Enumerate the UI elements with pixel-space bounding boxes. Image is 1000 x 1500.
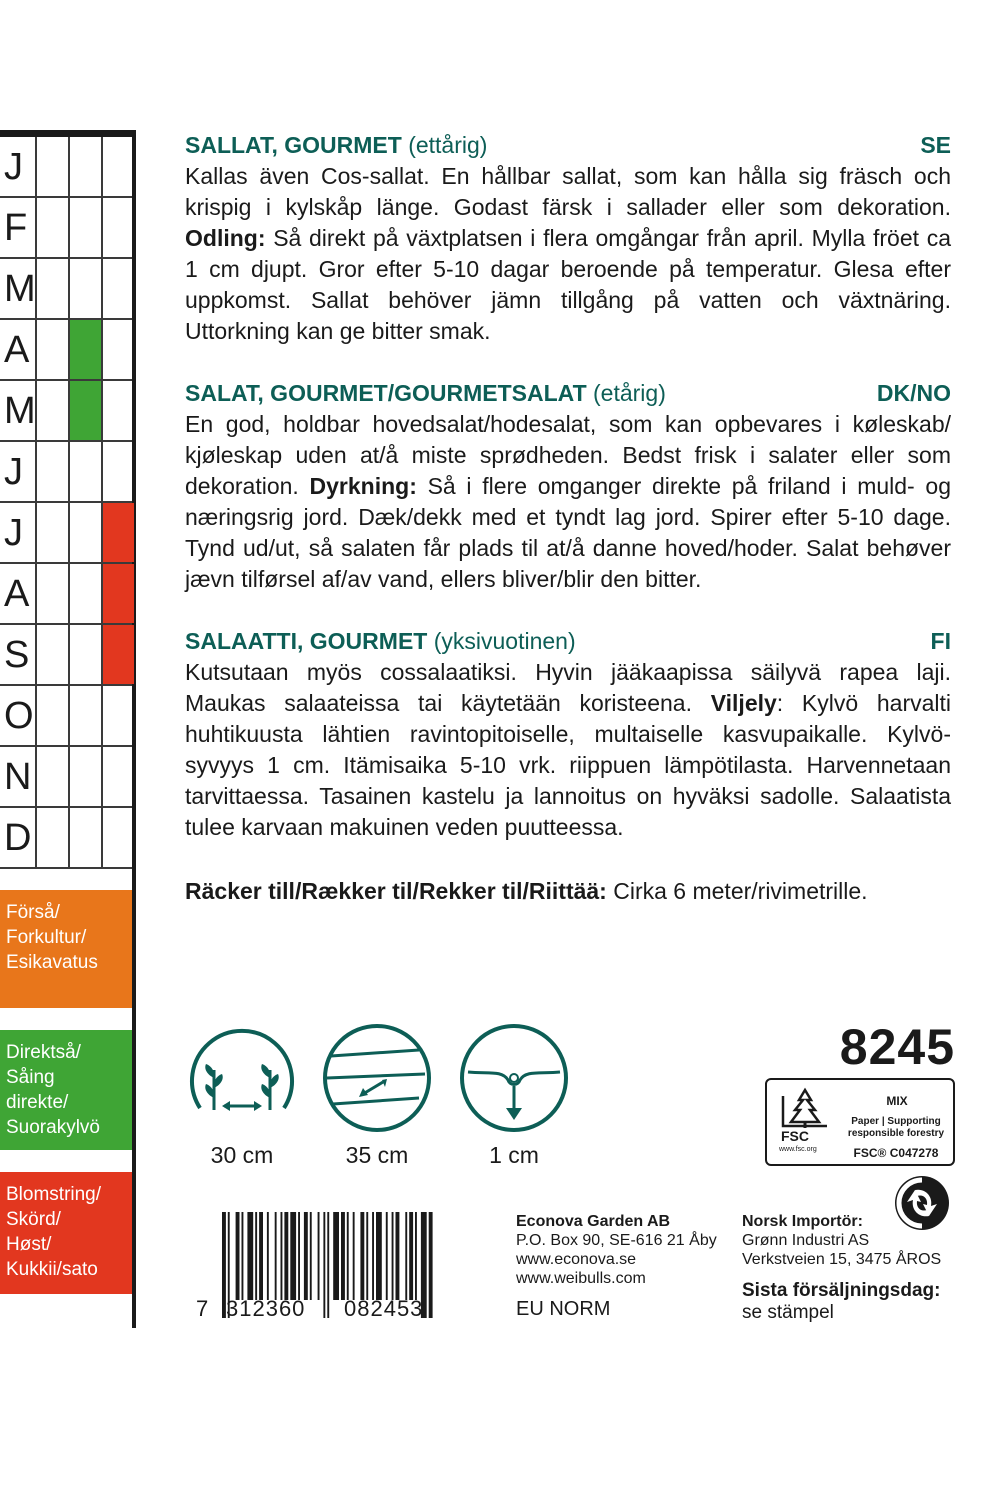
fsc-line-1: Paper | Supporting (851, 1116, 941, 1127)
company-name: Econova Garden AB (516, 1213, 671, 1230)
indoor-sowing-cell (35, 747, 68, 806)
legend-direct-sowing: Direktså/ Såing direkte/ Suorakylvö (0, 1030, 132, 1150)
month-letter: N (4, 756, 32, 798)
indoor-sowing-cell (35, 503, 68, 562)
section-swedish (185, 130, 951, 347)
direct-sowing-cell (68, 381, 101, 440)
barcode-bar (386, 1212, 388, 1300)
barcode-bar (341, 1212, 345, 1300)
section-body: Kutsutaan myös cossalaatiksi. Hyvin jääkaapissa säilyvä rapea laji. Maukas salaateissa tai käytetään koristeena. Viljely: Kylvö harvalti huhtikuusta lähtien ravintopitoiselle, multaiselle kasvupaikalle. Kylvö-syvyys 1 cm. Itämisaika 5-10 vrk. riippuen lämpötilasta. Harvennetaan tarvittaessa. Tasainen kastelu ja lannoitus on hyväksi sadolle. Salaatista tulee karvaan makuinen veden puutteessa. (185, 659, 952, 840)
calendar-month-row (0, 442, 132, 503)
importer-name: Grønn Industri AS (742, 1232, 870, 1249)
fsc-url: www.fsc.org (779, 1146, 817, 1153)
sowing-depth-label: 1 cm (489, 1142, 539, 1168)
barcode-bar (275, 1212, 277, 1300)
harvest-cell (101, 503, 134, 562)
barcode-bar (366, 1212, 368, 1300)
month-letter: M (4, 268, 36, 310)
calendar-month-row (0, 259, 132, 320)
fsc-mix: MIX (886, 1094, 908, 1108)
company-address: P.O. Box 90, SE-616 21 Åby (516, 1232, 717, 1249)
coverage-line (185, 876, 868, 907)
harvest-cell (101, 808, 134, 867)
indoor-sowing-cell (35, 320, 68, 379)
section-header (185, 378, 951, 409)
barcode-bar (310, 1212, 312, 1300)
importer-address: Verkstveien 15, 3475 ÅROS (742, 1251, 942, 1268)
indoor-sowing-cell (35, 198, 68, 257)
coverage-label: Räcker till/Rækker til/Rekker til/Riittää: (185, 878, 607, 904)
barcode-bar (353, 1212, 355, 1300)
harvest-cell (101, 564, 134, 623)
calendar-month-row (0, 198, 132, 259)
barcode-bar (290, 1212, 296, 1300)
plant-spacing-icon (186, 1022, 298, 1134)
section-danish-norwegian (185, 378, 951, 595)
month-letter: F (4, 207, 28, 249)
language-code: FI (930, 628, 951, 654)
barcode-bar (298, 1212, 300, 1300)
sowing-depth-icon (458, 1022, 570, 1134)
calendar-month-row (0, 137, 132, 198)
direct-sowing-cell (68, 686, 101, 745)
month-letter: M (4, 390, 36, 432)
harvest-cell (101, 381, 134, 440)
barcode-bar (347, 1212, 349, 1300)
harvest-cell (101, 442, 134, 501)
direct-sowing-cell (68, 320, 101, 379)
indoor-sowing-cell (35, 686, 68, 745)
barcode-bar (318, 1212, 320, 1300)
section-title: SALAATTI, GOURMET (185, 628, 428, 654)
section-subtitle: (yksivuotinen) (433, 628, 576, 654)
direct-sowing-cell (68, 808, 101, 867)
barcode-left-group: 312360 (226, 1296, 306, 1321)
barcode-bar (392, 1212, 394, 1300)
sell-by-info (742, 1280, 940, 1324)
direct-sowing-cell (68, 503, 101, 562)
barcode-bar (323, 1212, 325, 1318)
legend-indoor-sowing: Förså/ Forkultur/ Esikavatus (0, 890, 132, 1008)
barcode-bar (236, 1212, 240, 1300)
month-letter: O (4, 695, 34, 737)
direct-sowing-cell (68, 442, 101, 501)
indoor-sowing-cell (35, 625, 68, 684)
harvest-cell (101, 137, 134, 196)
indoor-sowing-cell (35, 564, 68, 623)
barcode-bar (281, 1212, 283, 1300)
section-subtitle: (etårig) (593, 380, 666, 406)
harvest-cell (101, 686, 134, 745)
harvest-cell (101, 198, 134, 257)
calendar-month-row (0, 564, 132, 625)
calendar-month-row (0, 747, 132, 808)
company-web-1: www.econova.se (516, 1251, 637, 1268)
barcode-bar (247, 1212, 253, 1300)
barcode-bar (405, 1212, 407, 1300)
sell-by-label: Sista försäljningsdag: (742, 1280, 941, 1301)
barcode-bar (304, 1212, 308, 1300)
calendar-top-bar (0, 130, 136, 137)
fsc-code: FSC® C047278 (853, 1146, 939, 1160)
calendar-month-row (0, 686, 132, 747)
plant-spacing-label: 30 cm (210, 1142, 274, 1168)
barcode-bar (284, 1212, 288, 1300)
barcode-bar (259, 1212, 263, 1300)
barcode-bar (267, 1212, 269, 1300)
barcode-bar (255, 1212, 257, 1300)
harvest-cell (101, 259, 134, 318)
barcode-bar (409, 1212, 413, 1300)
indoor-sowing-cell (35, 442, 68, 501)
barcode-bar (396, 1212, 400, 1300)
calendar-month-row (0, 625, 132, 686)
month-letter: S (4, 634, 30, 676)
company-web-2: www.weibulls.com (516, 1270, 646, 1287)
fsc-logo-text: FSC (781, 1128, 809, 1144)
harvest-cell (101, 320, 134, 379)
row-spacing-icon (321, 1022, 433, 1134)
direct-sowing-cell (68, 137, 101, 196)
fsc-label (765, 1078, 955, 1166)
indoor-sowing-cell (35, 137, 68, 196)
barcode-bar (360, 1212, 364, 1300)
section-title: SALAT, GOURMET/GOURMETSALAT (185, 380, 587, 406)
section-subtitle: (ettårig) (408, 132, 488, 158)
direct-sowing-cell (68, 564, 101, 623)
month-letter: A (4, 329, 30, 371)
barcode-bar (429, 1212, 433, 1318)
month-letter: J (4, 512, 23, 554)
month-letter: J (4, 146, 23, 188)
barcode-bar (372, 1212, 374, 1300)
importer-info (742, 1212, 941, 1269)
section-body: Kallas även Cos-sallat. En hållbar sallat, som kan hålla sig fräsch och krispig i kylskåp länge. Godast färsk i sallader eller som dekoration. Odling: Så direkt på växtplatsen i flera omgångar från april. Mylla fröet ca 1 cm djupt. Gror efter 5-10 dagar beroende på temperatur. Glesa efter uppkomst. Sallat behöver jämn tillgång på vatten och växtnäring. Uttorkning kan ge bitter smak. (185, 163, 951, 344)
calendar-month-row (0, 381, 132, 442)
calendar-month-row (0, 320, 132, 381)
harvest-cell (101, 747, 134, 806)
language-code: SE (920, 132, 951, 158)
indoor-sowing-cell (35, 381, 68, 440)
indoor-sowing-cell (35, 808, 68, 867)
barcode-bar (333, 1212, 339, 1300)
harvest-cell (101, 625, 134, 684)
month-letter: J (4, 451, 23, 493)
barcode-bar (376, 1212, 382, 1300)
direct-sowing-cell (68, 747, 101, 806)
legend-harvest: Blomstring/ Skörd/ Høst/ Kukkii/sato (0, 1172, 132, 1294)
language-code: DK/NO (876, 380, 951, 406)
fsc-line-2: responsible forestry (847, 1128, 945, 1139)
indoor-sowing-cell (35, 259, 68, 318)
barcode-bar (415, 1212, 417, 1300)
company-info (516, 1212, 717, 1288)
barcode-right-group: 082453 (344, 1296, 424, 1321)
direct-sowing-cell (68, 198, 101, 257)
importer-label: Norsk Importör: (742, 1213, 863, 1230)
calendar-month-row (0, 503, 132, 564)
barcode-bar (327, 1212, 329, 1318)
section-finnish (185, 626, 951, 843)
section-header (185, 626, 951, 657)
month-letter: A (4, 573, 30, 615)
row-spacing-label: 35 cm (345, 1142, 409, 1168)
direct-sowing-cell (68, 625, 101, 684)
section-header (185, 130, 951, 161)
article-number: 8245 (839, 1019, 955, 1075)
barcode-bar (242, 1212, 244, 1300)
sell-by-value: se stämpel (742, 1302, 834, 1323)
calendar-month-row (0, 808, 132, 869)
month-letter: D (4, 817, 32, 859)
eu-norm: EU NORM (516, 1298, 611, 1320)
section-body: En god, holdbar hovedsalat/hodesalat, som kan opbevares i køleskab/ kjøleskap uden at/å miste sprødheden. Bedst frisk i salater eller som dekoration. Dyrkning: Så i flere omganger direkte på friland i muld- og næringsrig jord. Dæk/dekk med et tyndt lag jord. Spirer efter 5-10 dage. Tynd ud/ut, så salaten får plads til at/å danne hoved/hoder. Salat behøver jævn tilførsel af/av vand, ellers bliver/blir den bitter. (185, 411, 952, 592)
section-title: SALLAT, GOURMET (185, 132, 402, 158)
coverage-value: Cirka 6 meter/rivimetrille. (613, 878, 868, 904)
direct-sowing-cell (68, 259, 101, 318)
